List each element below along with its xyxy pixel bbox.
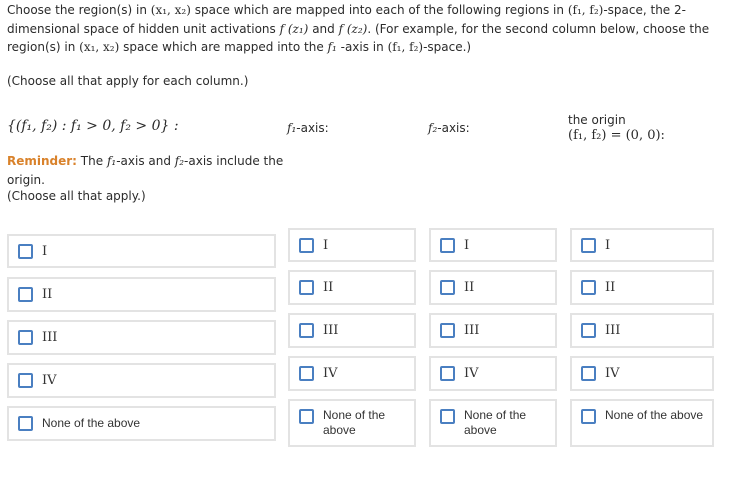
col4-option-III[interactable]: III	[570, 313, 714, 348]
column-header-f1-axis: f₁-axis:	[287, 121, 329, 135]
checkbox[interactable]	[18, 330, 33, 345]
checkbox[interactable]	[581, 366, 596, 381]
col3-option-III[interactable]: III	[429, 313, 557, 348]
checkbox[interactable]	[18, 287, 33, 302]
checkbox[interactable]	[440, 323, 455, 338]
col3-option-II[interactable]: II	[429, 270, 557, 305]
col1-option-II[interactable]: II	[7, 277, 276, 312]
col4-option-I[interactable]: I	[570, 228, 714, 262]
col2-option-I[interactable]: I	[288, 228, 416, 262]
col3-option-none[interactable]: None of the above	[429, 399, 557, 447]
checkbox[interactable]	[299, 280, 314, 295]
reminder-note: Reminder: The f₁-axis and f₂-axis include the origin. (Choose all that apply.)	[7, 154, 284, 203]
row-label-positive-quadrant: {(f₁, f₂) : f₁ > 0, f₂ > 0} :	[7, 118, 179, 134]
choose-all-instruction: (Choose all that apply for each column.)	[7, 74, 249, 88]
checkbox[interactable]	[299, 409, 314, 424]
col1-option-III[interactable]: III	[7, 320, 276, 355]
checkbox[interactable]	[299, 238, 314, 253]
checkbox[interactable]	[581, 280, 596, 295]
col4-option-none[interactable]: None of the above	[570, 399, 714, 447]
col4-option-IV[interactable]: IV	[570, 356, 714, 391]
checkbox[interactable]	[581, 409, 596, 424]
checkbox[interactable]	[299, 366, 314, 381]
checkbox[interactable]	[440, 366, 455, 381]
checkbox[interactable]	[18, 373, 33, 388]
col3-option-I[interactable]: I	[429, 228, 557, 262]
col2-option-IV[interactable]: IV	[288, 356, 416, 391]
question-text: Choose the region(s) in (x₁, x₂) space which are mapped into each of the following regions in (f₁, f₂)-space, the 2-dimensional space of hidden unit activations f (z₁) and f (z₂). (For example, for the second column below, choose the region(s) in (x₁, x₂) space which are mapped into the f₁ -axis in (f₁, f₂)-space.)	[7, 3, 710, 54]
column-header-f2-axis: f₂-axis:	[428, 121, 470, 135]
col1-option-none[interactable]: None of the above	[7, 406, 276, 441]
checkbox[interactable]	[299, 323, 314, 338]
checkbox[interactable]	[440, 409, 455, 424]
col2-option-II[interactable]: II	[288, 270, 416, 305]
checkbox[interactable]	[18, 416, 33, 431]
checkbox[interactable]	[440, 238, 455, 253]
column-header-origin: the origin (f₁, f₂) = (0, 0):	[568, 113, 665, 143]
col1-option-IV[interactable]: IV	[7, 363, 276, 398]
checkbox[interactable]	[581, 323, 596, 338]
checkbox[interactable]	[581, 238, 596, 253]
col1-option-I[interactable]: I	[7, 234, 276, 268]
col3-option-IV[interactable]: IV	[429, 356, 557, 391]
col4-option-II[interactable]: II	[570, 270, 714, 305]
checkbox[interactable]	[440, 280, 455, 295]
col2-option-none[interactable]: None of the above	[288, 399, 416, 447]
checkbox[interactable]	[18, 244, 33, 259]
col2-option-III[interactable]: III	[288, 313, 416, 348]
